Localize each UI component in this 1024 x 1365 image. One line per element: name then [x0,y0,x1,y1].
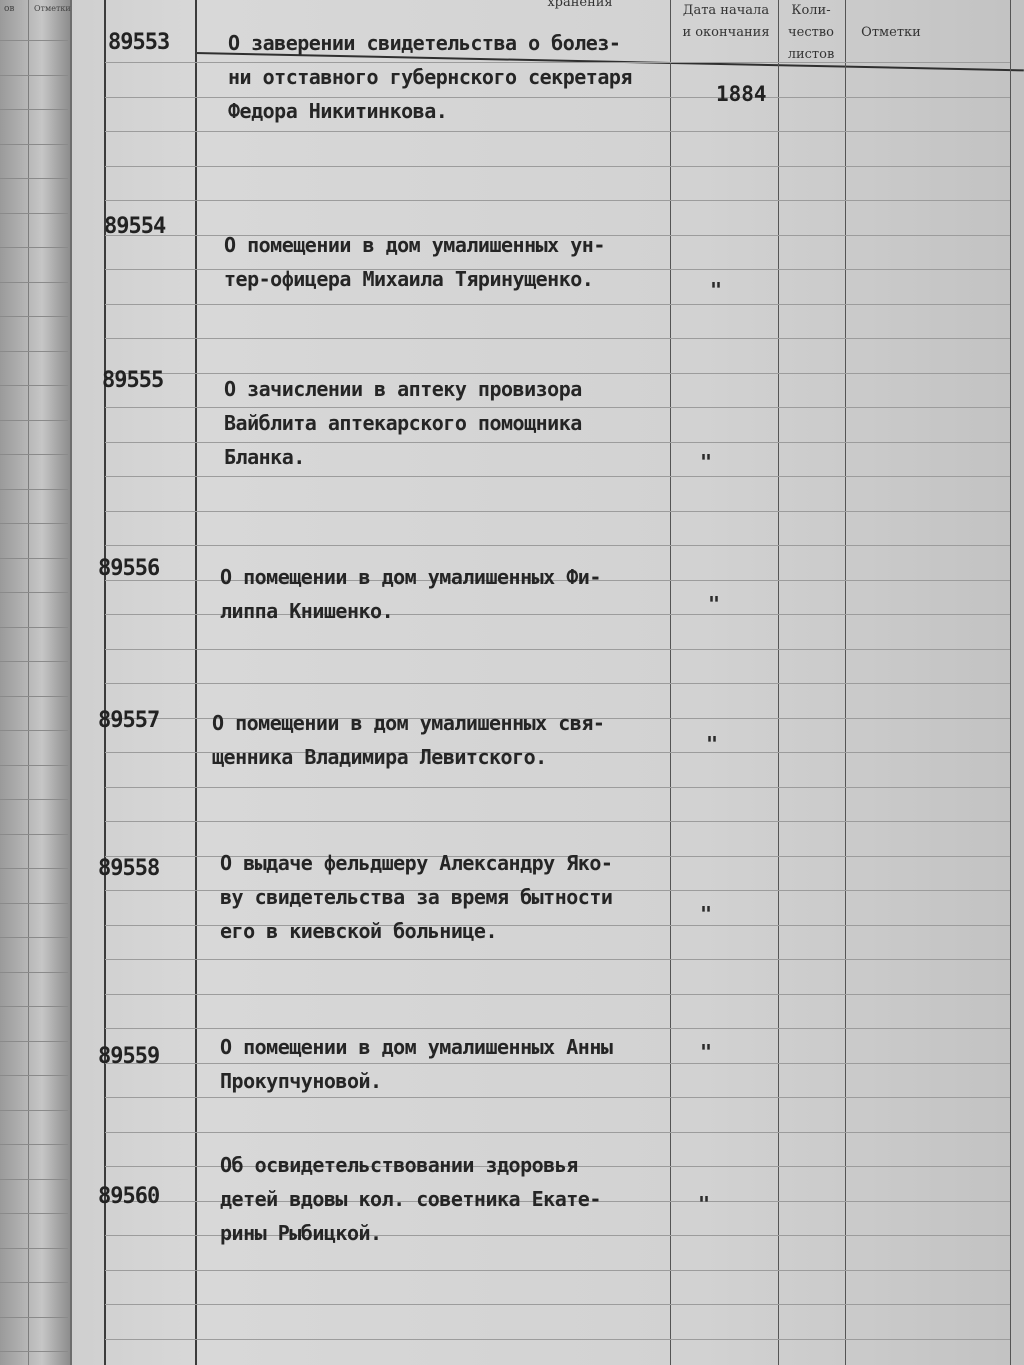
left-page-ruled-line [0,109,68,110]
left-page-ruled-line [0,282,68,283]
left-page-ruled-line [0,1110,68,1111]
case-number: 89557 [98,708,160,733]
case-title [224,372,582,474]
left-page-edge [0,0,72,1365]
case-title [220,560,601,628]
ditto-mark: " [698,1192,711,1216]
case-title [224,228,605,296]
case-title [220,846,612,948]
case-title-line: ни отставного губернского секретаря [228,65,632,89]
left-page-ruled-line [0,523,68,524]
case-title-line: детей вдовы кол. советника Екате- [220,1187,601,1211]
case-title-line: О помещении в дом умалишенных Анны [220,1035,613,1059]
right-margin-line [1010,0,1011,1365]
ruled-line [105,338,1010,339]
left-page-ruled-line [0,1351,68,1352]
case-title [228,26,632,128]
left-page-ruled-line [0,316,68,317]
ditto-mark: " [708,592,721,616]
ruled-line [105,476,1010,477]
case-title [220,1030,612,1098]
left-page-ruled-line [0,489,68,490]
sheet-count-column-header [778,0,844,66]
case-title-line: О выдаче фельдшеру Александру Яко- [220,851,613,875]
left-page-ruled-line [0,1179,68,1180]
case-title-line: Вайблита аптекарского помощника [224,411,582,435]
ditto-mark: " [700,1040,713,1064]
case-number: 89555 [102,368,164,393]
ruled-line [105,959,1010,960]
ruled-line [105,200,1010,201]
ruled-line [105,1270,1010,1271]
left-page-ruled-line [0,1248,68,1249]
left-page-ruled-line [0,178,68,179]
ruled-line [105,994,1010,995]
ruled-line [105,1304,1010,1305]
left-page-ruled-line [0,385,68,386]
left-page-ruled-line [0,1317,68,1318]
ruled-line [105,683,1010,684]
case-title-line: О заверении свидетельства о болез- [228,31,621,55]
case-title-line: О зачислении в аптеку провизора [224,377,582,401]
case-title-line: ву свидетельства за время бытности [220,885,613,909]
ruled-line [105,787,1010,788]
ruled-line [105,131,1010,132]
ruled-line [105,649,1010,650]
left-page-ruled-line [0,627,68,628]
date-header-line-2: и окончания [682,25,770,40]
case-title-line: О помещении в дом умалишенных свя- [212,711,605,735]
left-page-ruled-line [0,1144,68,1145]
case-number: 89554 [104,214,166,239]
case-title-line: Об освидетельствовании здоровья [220,1153,578,1177]
ruled-line [105,304,1010,305]
case-title-line: Бланка. [224,445,305,469]
ruled-line [105,545,1010,546]
count-header-line-3: листов [787,47,835,62]
left-page-ruled-line [0,799,68,800]
left-page-column-line [28,0,29,1365]
left-page-ruled-line [0,144,68,145]
case-title-line: щенника Владимира Левитского. [212,745,547,769]
case-number: 89560 [98,1184,160,1209]
case-title-line: О помещении в дом умалишенных ун- [224,233,605,257]
ditto-mark: " [706,732,719,756]
notes-column-header: Отметки [861,25,921,40]
left-page-ruled-line [0,40,68,41]
left-page-ruled-line [0,730,68,731]
left-page-ruled-line [0,1041,68,1042]
case-number: 89556 [98,556,160,581]
left-page-ruled-line [0,903,68,904]
case-title-line: липпа Книшенко. [220,599,394,623]
case-title [220,1148,601,1250]
left-page-ruled-line [0,972,68,973]
left-page-ruled-line [0,454,68,455]
left-page-ruled-line [0,834,68,835]
case-date: 1884 [716,82,767,106]
left-page-ruled-line [0,937,68,938]
case-title-line: Федора Никитинкова. [228,99,448,123]
left-page-ruled-line [0,765,68,766]
ruled-line [105,511,1010,512]
count-header-line-1: Коли- [791,3,831,18]
case-title-line: О помещении в дом умалишенных Фи- [220,565,601,589]
left-page-ruled-line [0,558,68,559]
case-number: 89553 [108,30,170,55]
left-page-ruled-line [0,1006,68,1007]
left-page-ruled-line [0,868,68,869]
ruled-line [105,1339,1010,1340]
left-page-header-fragment-2: Отметки [34,4,71,13]
left-page-ruled-line [0,351,68,352]
ditto-mark: " [700,902,713,926]
ditto-mark: " [700,450,713,474]
left-page-ruled-line [0,696,68,697]
left-page-ruled-line [0,1282,68,1283]
date-header-line-1: Дата начала [682,3,770,18]
case-title-line: Прокупчуновой. [220,1069,382,1093]
left-page-ruled-line [0,1075,68,1076]
left-page-header-fragment: ов [4,4,15,14]
ruled-line [105,821,1010,822]
case-number: 89558 [98,856,160,881]
ruled-line [105,1028,1010,1029]
ruled-line [105,1132,1010,1133]
left-page-ruled-line [0,420,68,421]
left-page-ruled-line [0,592,68,593]
case-title-line: его в киевской больнице. [220,919,497,943]
count-header-line-2: чество [788,25,834,40]
ditto-mark: " [710,278,723,302]
case-title [212,706,604,774]
case-title-line: тер-офицера Михаила Тяринущенко. [224,267,594,291]
left-page-ruled-line [0,247,68,248]
storage-column-header: хранения [547,0,613,10]
case-title-line: рины Рыбицкой. [220,1221,382,1245]
date-column-header [672,0,780,44]
case-number: 89559 [98,1044,160,1069]
left-page-ruled-line [0,75,68,76]
left-page-ruled-line [0,213,68,214]
left-page-ruled-line [0,1213,68,1214]
ruled-line [105,166,1010,167]
left-page-ruled-line [0,661,68,662]
